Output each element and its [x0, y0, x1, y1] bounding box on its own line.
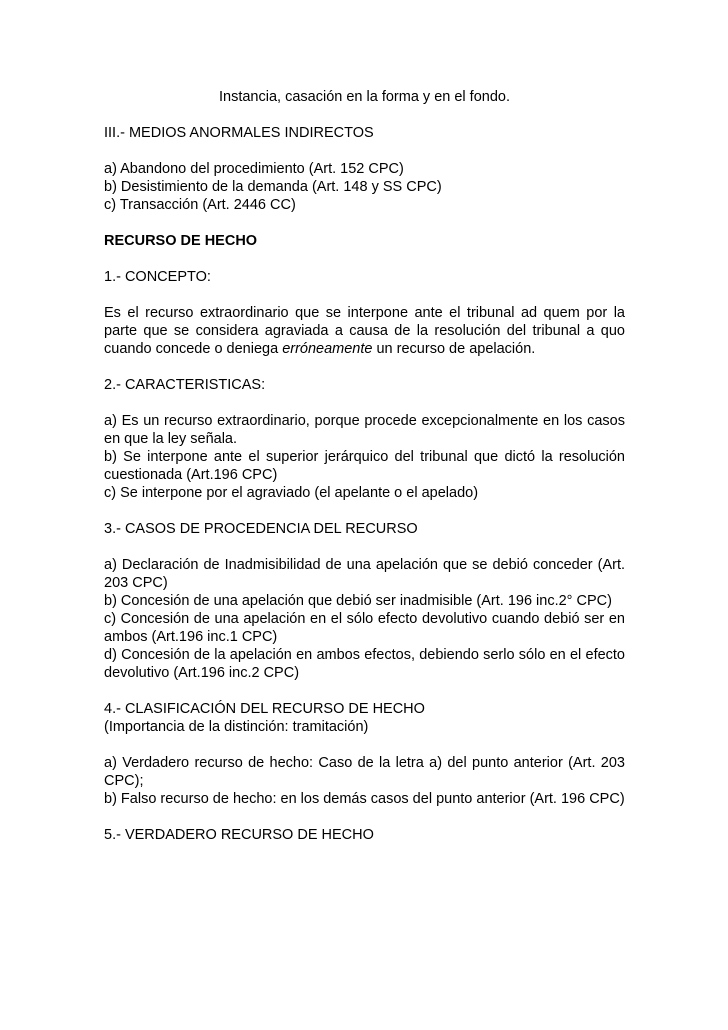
- list-item: b) Falso recurso de hecho: en los demás casos del punto anterior (Art. 196 CPC): [104, 791, 625, 807]
- list-item: a) Verdadero recurso de hecho: Caso de la letra a) del punto anterior (Art. 203 CPC);: [104, 755, 625, 789]
- list-item: a) Declaración de Inadmisibilidad de una apelación que se debió conceder (Art. 203 CPC): [104, 557, 625, 591]
- clasificacion-subheading: (Importancia de la distinción: tramitación): [104, 719, 369, 735]
- document-page: [104, 88, 625, 862]
- list-item: c) Se interpone por el agraviado (el apelante o el apelado): [104, 485, 479, 501]
- concepto-heading: 1.- CONCEPTO:: [104, 269, 211, 285]
- section-iii-list: [104, 160, 625, 214]
- concepto-paragraph: [104, 304, 625, 358]
- concepto-text-italic: erróneamente: [282, 341, 373, 357]
- list-item: a) Abandono del procedimiento (Art. 152 CPC): [104, 161, 404, 177]
- verdadero-heading: 5.- VERDADERO RECURSO DE HECHO: [104, 827, 374, 843]
- casos-list: [104, 556, 625, 682]
- list-item: a) Es un recurso extraordinario, porque procede excepcionalmente en los casos en que la ley señala.: [104, 413, 625, 447]
- caracteristicas-list: [104, 412, 625, 502]
- concepto-text-before: Es el recurso extraordinario que se interpone ante el tribunal ad quem por la parte que se considera agraviada a causa de la resolución del tribunal a quo cuando concede o deniega: [104, 305, 625, 357]
- section-iii-heading: III.- MEDIOS ANORMALES INDIRECTOS: [104, 125, 374, 141]
- list-item: b) Desistimiento de la demanda (Art. 148 y SS CPC): [104, 179, 442, 195]
- list-item: d) Concesión de la apelación en ambos efectos, debiendo serlo sólo en el efecto devolutivo (Art.196 inc.2 CPC): [104, 647, 625, 681]
- caracteristicas-heading: 2.- CARACTERISTICAS:: [104, 377, 266, 393]
- recurso-de-hecho-title: RECURSO DE HECHO: [104, 233, 258, 249]
- list-item: c) Transacción (Art. 2446 CC): [104, 197, 296, 213]
- clasificacion-list: [104, 754, 625, 808]
- list-item: c) Concesión de una apelación en el sólo efecto devolutivo cuando debió ser en ambos (Art.196 inc.1 CPC): [104, 611, 625, 645]
- casos-heading: 3.- CASOS DE PROCEDENCIA DEL RECURSO: [104, 521, 418, 537]
- list-item: b) Concesión de una apelación que debió ser inadmisible (Art. 196 inc.2° CPC): [104, 593, 612, 609]
- concepto-text-after: un recurso de apelación.: [372, 341, 536, 357]
- clasificacion-heading: 4.- CLASIFICACIÓN DEL RECURSO DE HECHO: [104, 701, 425, 717]
- list-item: b) Se interpone ante el superior jerárquico del tribunal que dictó la resolución cuestionada (Art.196 CPC): [104, 449, 625, 483]
- intro-line: Instancia, casación en la forma y en el fondo.: [219, 89, 510, 105]
